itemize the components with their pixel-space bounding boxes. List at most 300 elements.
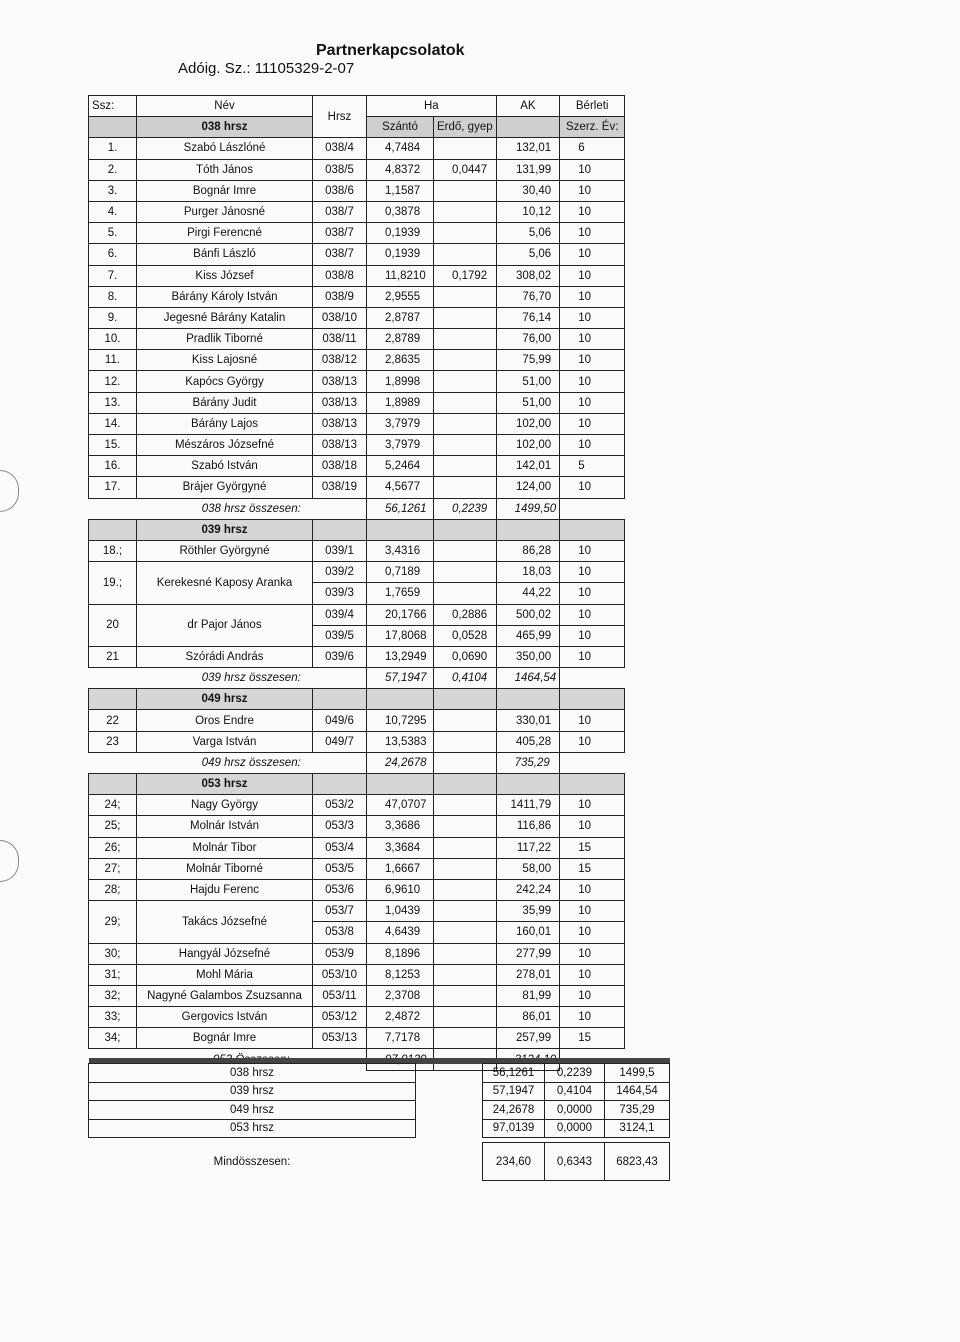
arable-area: 6,9610 [367, 879, 434, 900]
arable-area: 1,1587 [367, 180, 434, 201]
parcel-number: 039/6 [313, 646, 367, 667]
arable-area: 4,5677 [367, 477, 434, 498]
forest-area [434, 1028, 497, 1049]
owner-name: Brájer Györgyné [137, 477, 313, 498]
table-row [89, 138, 625, 159]
blank-cell [416, 1064, 483, 1083]
arable-area: 17,8068 [367, 625, 434, 646]
forest-area: 0,0528 [434, 625, 497, 646]
blank-cell [313, 689, 367, 710]
forest-area [434, 562, 497, 583]
parcel-number: 038/18 [313, 456, 367, 477]
parcel-number: 038/13 [313, 371, 367, 392]
subtotal-forest [434, 752, 497, 773]
row-number: 20 [89, 604, 137, 646]
table-row [89, 540, 625, 561]
subtotal-arable: 57,1947 [367, 668, 434, 689]
row-number: 12. [89, 371, 137, 392]
parcel-number: 053/10 [313, 964, 367, 985]
lease-years: 10 [560, 604, 625, 625]
lease-years: 10 [560, 583, 625, 604]
blank-cell [434, 689, 497, 710]
subtotal-arable: 24,2678 [367, 752, 434, 773]
gold-crown-value: 76,14 [496, 307, 560, 328]
lease-years: 10 [560, 477, 625, 498]
grand-total-row [89, 1143, 670, 1181]
blank-cell [367, 519, 434, 540]
owner-name: Mohl Mária [137, 964, 313, 985]
gold-crown-value: 116,86 [496, 816, 560, 837]
lease-years: 10 [560, 731, 625, 752]
lease-years: 10 [560, 201, 625, 222]
row-number: 6. [89, 244, 137, 265]
parcel-number: 039/1 [313, 540, 367, 561]
arable-area: 4,6439 [367, 922, 434, 943]
total-label: 053 hrsz [89, 1119, 416, 1138]
lease-years: 10 [560, 710, 625, 731]
table-row [89, 985, 625, 1006]
blank-cell [434, 774, 497, 795]
parcel-number: 038/9 [313, 286, 367, 307]
table-row [89, 159, 625, 180]
blank-cell [367, 774, 434, 795]
lease-years: 10 [560, 329, 625, 350]
table-row [89, 710, 625, 731]
table-row [89, 413, 625, 434]
lease-years: 10 [560, 922, 625, 943]
table-row [89, 435, 625, 456]
gold-crown-value: 350,00 [496, 646, 560, 667]
header-ak: AK [496, 96, 560, 117]
row-number: 17. [89, 477, 137, 498]
gold-crown-value: 132,01 [496, 138, 560, 159]
forest-area [434, 201, 497, 222]
parcel-number: 053/13 [313, 1028, 367, 1049]
forest-area [434, 901, 497, 922]
lease-years: 10 [560, 223, 625, 244]
forest-area [434, 413, 497, 434]
row-number: 15. [89, 435, 137, 456]
header-nev: Név [137, 96, 313, 117]
blank-cell [367, 689, 434, 710]
section-header-row [89, 774, 625, 795]
blank-cell [416, 1101, 483, 1120]
blank-cell [434, 519, 497, 540]
arable-area: 2,4872 [367, 1007, 434, 1028]
total-label: 039 hrsz [89, 1082, 416, 1101]
owner-name: dr Pajor János [137, 604, 313, 646]
section-label: 053 hrsz [137, 774, 313, 795]
forest-area [434, 307, 497, 328]
owner-name: Varga István [137, 731, 313, 752]
blank-cell [560, 519, 625, 540]
gold-crown-value: 242,24 [496, 879, 560, 900]
arable-area: 2,3708 [367, 985, 434, 1006]
lease-years: 5 [560, 456, 625, 477]
row-number: 24; [89, 795, 137, 816]
owner-name: Purger Jánosné [137, 201, 313, 222]
subtotal-arable: 56,1261 [367, 498, 434, 519]
parcel-number: 039/3 [313, 583, 367, 604]
blank-cell [89, 689, 137, 710]
row-number: 27; [89, 858, 137, 879]
totals-table [88, 1058, 670, 1181]
gold-crown-value: 102,00 [496, 435, 560, 456]
header-blank [89, 117, 137, 138]
total-forest: 0,2239 [545, 1064, 605, 1083]
gold-crown-value: 124,00 [496, 477, 560, 498]
gold-crown-value: 117,22 [496, 837, 560, 858]
total-arable: 56,1261 [483, 1064, 545, 1083]
parcel-number: 053/8 [313, 922, 367, 943]
gold-crown-value: 500,02 [496, 604, 560, 625]
row-number: 18.; [89, 540, 137, 561]
table-row [89, 329, 625, 350]
lease-years: 10 [560, 901, 625, 922]
gold-crown-value: 18,03 [496, 562, 560, 583]
lease-years: 6 [560, 138, 625, 159]
arable-area: 1,0439 [367, 901, 434, 922]
row-number: 19.; [89, 562, 137, 604]
parcel-number: 038/7 [313, 244, 367, 265]
arable-area: 3,4316 [367, 540, 434, 561]
total-arable: 24,2678 [483, 1101, 545, 1120]
table-row [89, 964, 625, 985]
table-row [89, 371, 625, 392]
table-row [89, 901, 625, 922]
owner-name: Bárány Károly István [137, 286, 313, 307]
forest-area [434, 795, 497, 816]
section-header-row [89, 519, 625, 540]
owner-name: Pirgi Ferencné [137, 223, 313, 244]
owner-name: Molnár Tibor [137, 837, 313, 858]
arable-area: 0,7189 [367, 562, 434, 583]
gold-crown-value: 10,12 [496, 201, 560, 222]
gold-crown-value: 131,99 [496, 159, 560, 180]
owner-name: Jegesné Bárány Katalin [137, 307, 313, 328]
owner-name: Nagyné Galambos Zsuzsanna [137, 985, 313, 1006]
table-row [89, 286, 625, 307]
gold-crown-value: 330,01 [496, 710, 560, 731]
blank-cell [496, 689, 560, 710]
table-row [89, 307, 625, 328]
row-number: 8. [89, 286, 137, 307]
parcel-number: 053/9 [313, 943, 367, 964]
arable-area: 13,5383 [367, 731, 434, 752]
page-title: Partnerkapcsolatok [316, 42, 465, 59]
owner-name: Nagy György [137, 795, 313, 816]
owner-name: Takács Józsefné [137, 901, 313, 943]
row-number: 33; [89, 1007, 137, 1028]
parcel-number: 053/11 [313, 985, 367, 1006]
row-number: 21 [89, 646, 137, 667]
arable-area: 8,1253 [367, 964, 434, 985]
total-gold-crown: 735,29 [605, 1101, 670, 1120]
row-number: 14. [89, 413, 137, 434]
arable-area: 1,6667 [367, 858, 434, 879]
row-number: 34; [89, 1028, 137, 1049]
row-number: 29; [89, 901, 137, 943]
owner-name: Kiss Lajosné [137, 350, 313, 371]
gold-crown-value: 1411,79 [496, 795, 560, 816]
gold-crown-value: 35,99 [496, 901, 560, 922]
subtotal-label: 049 hrsz összesen: [201, 756, 301, 769]
blank-cell [560, 752, 625, 773]
gold-crown-value: 44,22 [496, 583, 560, 604]
arable-area: 8,1896 [367, 943, 434, 964]
forest-area [434, 858, 497, 879]
gold-crown-value: 142,01 [496, 456, 560, 477]
total-row [89, 1119, 670, 1138]
row-number: 4. [89, 201, 137, 222]
forest-area [434, 710, 497, 731]
gold-crown-value: 51,00 [496, 392, 560, 413]
gold-crown-value: 405,28 [496, 731, 560, 752]
lease-years: 10 [560, 964, 625, 985]
table-row [89, 943, 625, 964]
owner-name: Szabó István [137, 456, 313, 477]
parcel-number: 038/13 [313, 392, 367, 413]
section-label: 049 hrsz [137, 689, 313, 710]
gold-crown-value: 51,00 [496, 371, 560, 392]
gold-crown-value: 76,00 [496, 329, 560, 350]
blank-cell [416, 1119, 483, 1138]
arable-area: 1,7659 [367, 583, 434, 604]
parcel-number: 039/4 [313, 604, 367, 625]
lease-years: 10 [560, 286, 625, 307]
subtotal-row [89, 752, 625, 773]
arable-area: 2,8787 [367, 307, 434, 328]
forest-area [434, 329, 497, 350]
gold-crown-value: 5,06 [496, 223, 560, 244]
lease-years: 10 [560, 795, 625, 816]
parcel-number: 039/2 [313, 562, 367, 583]
lease-years: 10 [560, 435, 625, 456]
row-number: 25; [89, 816, 137, 837]
table-row [89, 265, 625, 286]
parcel-number: 038/19 [313, 477, 367, 498]
gold-crown-value: 30,40 [496, 180, 560, 201]
arable-area: 1,8989 [367, 392, 434, 413]
table-row [89, 477, 625, 498]
blank-cell [560, 774, 625, 795]
parcel-number: 053/5 [313, 858, 367, 879]
subtotal-row [89, 668, 625, 689]
table-row [89, 879, 625, 900]
arable-area: 1,8998 [367, 371, 434, 392]
lease-years: 10 [560, 646, 625, 667]
parcel-number: 039/5 [313, 625, 367, 646]
owner-name: Pradlik Tiborné [137, 329, 313, 350]
partner-table [88, 95, 625, 1071]
blank-cell [496, 774, 560, 795]
total-arable: 97,0139 [483, 1119, 545, 1138]
row-number: 32; [89, 985, 137, 1006]
owner-name: Hangyál Józsefné [137, 943, 313, 964]
lease-years: 10 [560, 350, 625, 371]
parcel-number: 053/6 [313, 879, 367, 900]
table-row [89, 604, 625, 625]
blank-cell [416, 1143, 483, 1181]
arable-area: 2,8789 [367, 329, 434, 350]
forest-area [434, 943, 497, 964]
owner-name: Bánfi László [137, 244, 313, 265]
forest-area [434, 244, 497, 265]
owner-name: Molnár István [137, 816, 313, 837]
total-row [89, 1082, 670, 1101]
table-row [89, 244, 625, 265]
table-row [89, 795, 625, 816]
total-forest: 0,0000 [545, 1119, 605, 1138]
row-number: 22 [89, 710, 137, 731]
gold-crown-value: 257,99 [496, 1028, 560, 1049]
lease-years: 10 [560, 180, 625, 201]
gold-crown-value: 58,00 [496, 858, 560, 879]
row-number: 10. [89, 329, 137, 350]
row-number: 31; [89, 964, 137, 985]
subtotal-gold-crown: 1464,54 [496, 668, 560, 689]
lease-years: 10 [560, 985, 625, 1006]
forest-area: 0,1792 [434, 265, 497, 286]
parcel-number: 038/7 [313, 223, 367, 244]
parcel-number: 038/10 [313, 307, 367, 328]
arable-area: 7,7178 [367, 1028, 434, 1049]
owner-name: Bárány Judit [137, 392, 313, 413]
total-arable: 57,1947 [483, 1082, 545, 1101]
total-label: 038 hrsz [89, 1064, 416, 1083]
gold-crown-value: 277,99 [496, 943, 560, 964]
header-erdo: Erdő, gyep [434, 117, 497, 138]
forest-area [434, 180, 497, 201]
lease-years: 10 [560, 816, 625, 837]
owner-name: Mészáros Józsefné [137, 435, 313, 456]
header-szanto: Szántó [367, 117, 434, 138]
section-header-row [89, 689, 625, 710]
parcel-number: 053/12 [313, 1007, 367, 1028]
blank-cell [496, 519, 560, 540]
forest-area [434, 392, 497, 413]
arable-area: 47,0707 [367, 795, 434, 816]
parcel-number: 038/8 [313, 265, 367, 286]
table-row [89, 858, 625, 879]
gold-crown-value: 160,01 [496, 922, 560, 943]
parcel-number: 038/11 [313, 329, 367, 350]
lease-years: 10 [560, 265, 625, 286]
gold-crown-value: 465,99 [496, 625, 560, 646]
table-row [89, 731, 625, 752]
forest-area [434, 286, 497, 307]
table-row [89, 456, 625, 477]
arable-area: 3,3686 [367, 816, 434, 837]
forest-area: 0,0447 [434, 159, 497, 180]
forest-area [434, 435, 497, 456]
forest-area [434, 350, 497, 371]
parcel-number: 038/12 [313, 350, 367, 371]
header-szerz-ev: Szerz. Év: [560, 117, 625, 138]
section-label: 039 hrsz [137, 519, 313, 540]
owner-name: Bárány Lajos [137, 413, 313, 434]
owner-name: Kapócs György [137, 371, 313, 392]
subtotal-label: 038 hrsz összesen: [201, 502, 301, 515]
lease-years: 10 [560, 244, 625, 265]
total-row [89, 1064, 670, 1083]
blank-cell [89, 498, 137, 519]
table-row [89, 392, 625, 413]
gold-crown-value: 102,00 [496, 413, 560, 434]
lease-years: 15 [560, 858, 625, 879]
row-number: 5. [89, 223, 137, 244]
arable-area: 13,2949 [367, 646, 434, 667]
owner-name: Kerekesné Kaposy Aranka [137, 562, 313, 604]
section-038-label: 038 hrsz [137, 117, 313, 138]
arable-area: 3,3684 [367, 837, 434, 858]
lease-years: 10 [560, 413, 625, 434]
subtotal-row [89, 498, 625, 519]
row-number: 1. [89, 138, 137, 159]
blank-cell [89, 668, 137, 689]
blank-cell [560, 498, 625, 519]
forest-area [434, 371, 497, 392]
header-hrsz: Hrsz [313, 96, 367, 138]
header-ha: Ha [367, 96, 497, 117]
arable-area: 20,1766 [367, 604, 434, 625]
parcel-number: 038/4 [313, 138, 367, 159]
row-number: 26; [89, 837, 137, 858]
forest-area [434, 922, 497, 943]
total-forest: 0,4104 [545, 1082, 605, 1101]
table-row [89, 562, 625, 583]
table-row [89, 646, 625, 667]
arable-area: 0,1939 [367, 223, 434, 244]
forest-area: 0,2886 [434, 604, 497, 625]
arable-area: 4,7484 [367, 138, 434, 159]
total-forest: 0,6343 [545, 1143, 605, 1181]
owner-name: Szórádi András [137, 646, 313, 667]
total-gold-crown: 6823,43 [605, 1143, 670, 1181]
gold-crown-value: 75,99 [496, 350, 560, 371]
forest-area [434, 964, 497, 985]
arable-area: 0,3878 [367, 201, 434, 222]
owner-name: Oros Endre [137, 710, 313, 731]
total-arable: 234,60 [483, 1143, 545, 1181]
parcel-number: 038/13 [313, 413, 367, 434]
gold-crown-value: 86,28 [496, 540, 560, 561]
punch-hole-mark [0, 470, 19, 512]
forest-area [434, 477, 497, 498]
total-gold-crown: 1499,5 [605, 1064, 670, 1083]
owner-name: Kiss József [137, 265, 313, 286]
row-number: 13. [89, 392, 137, 413]
arable-area: 0,1939 [367, 244, 434, 265]
owner-name: Bognár Imre [137, 1028, 313, 1049]
punch-hole-mark [0, 840, 19, 882]
forest-area [434, 985, 497, 1006]
gold-crown-value: 76,70 [496, 286, 560, 307]
row-number: 23 [89, 731, 137, 752]
gold-crown-value: 308,02 [496, 265, 560, 286]
forest-area [434, 1007, 497, 1028]
blank-cell [89, 752, 137, 773]
table-row [89, 1028, 625, 1049]
owner-name: Gergovics István [137, 1007, 313, 1028]
total-forest: 0,0000 [545, 1101, 605, 1120]
lease-years: 10 [560, 879, 625, 900]
header-ssz: Ssz: [89, 96, 137, 117]
parcel-number: 038/6 [313, 180, 367, 201]
lease-years: 15 [560, 837, 625, 858]
owner-name: Tóth János [137, 159, 313, 180]
table-row [89, 837, 625, 858]
